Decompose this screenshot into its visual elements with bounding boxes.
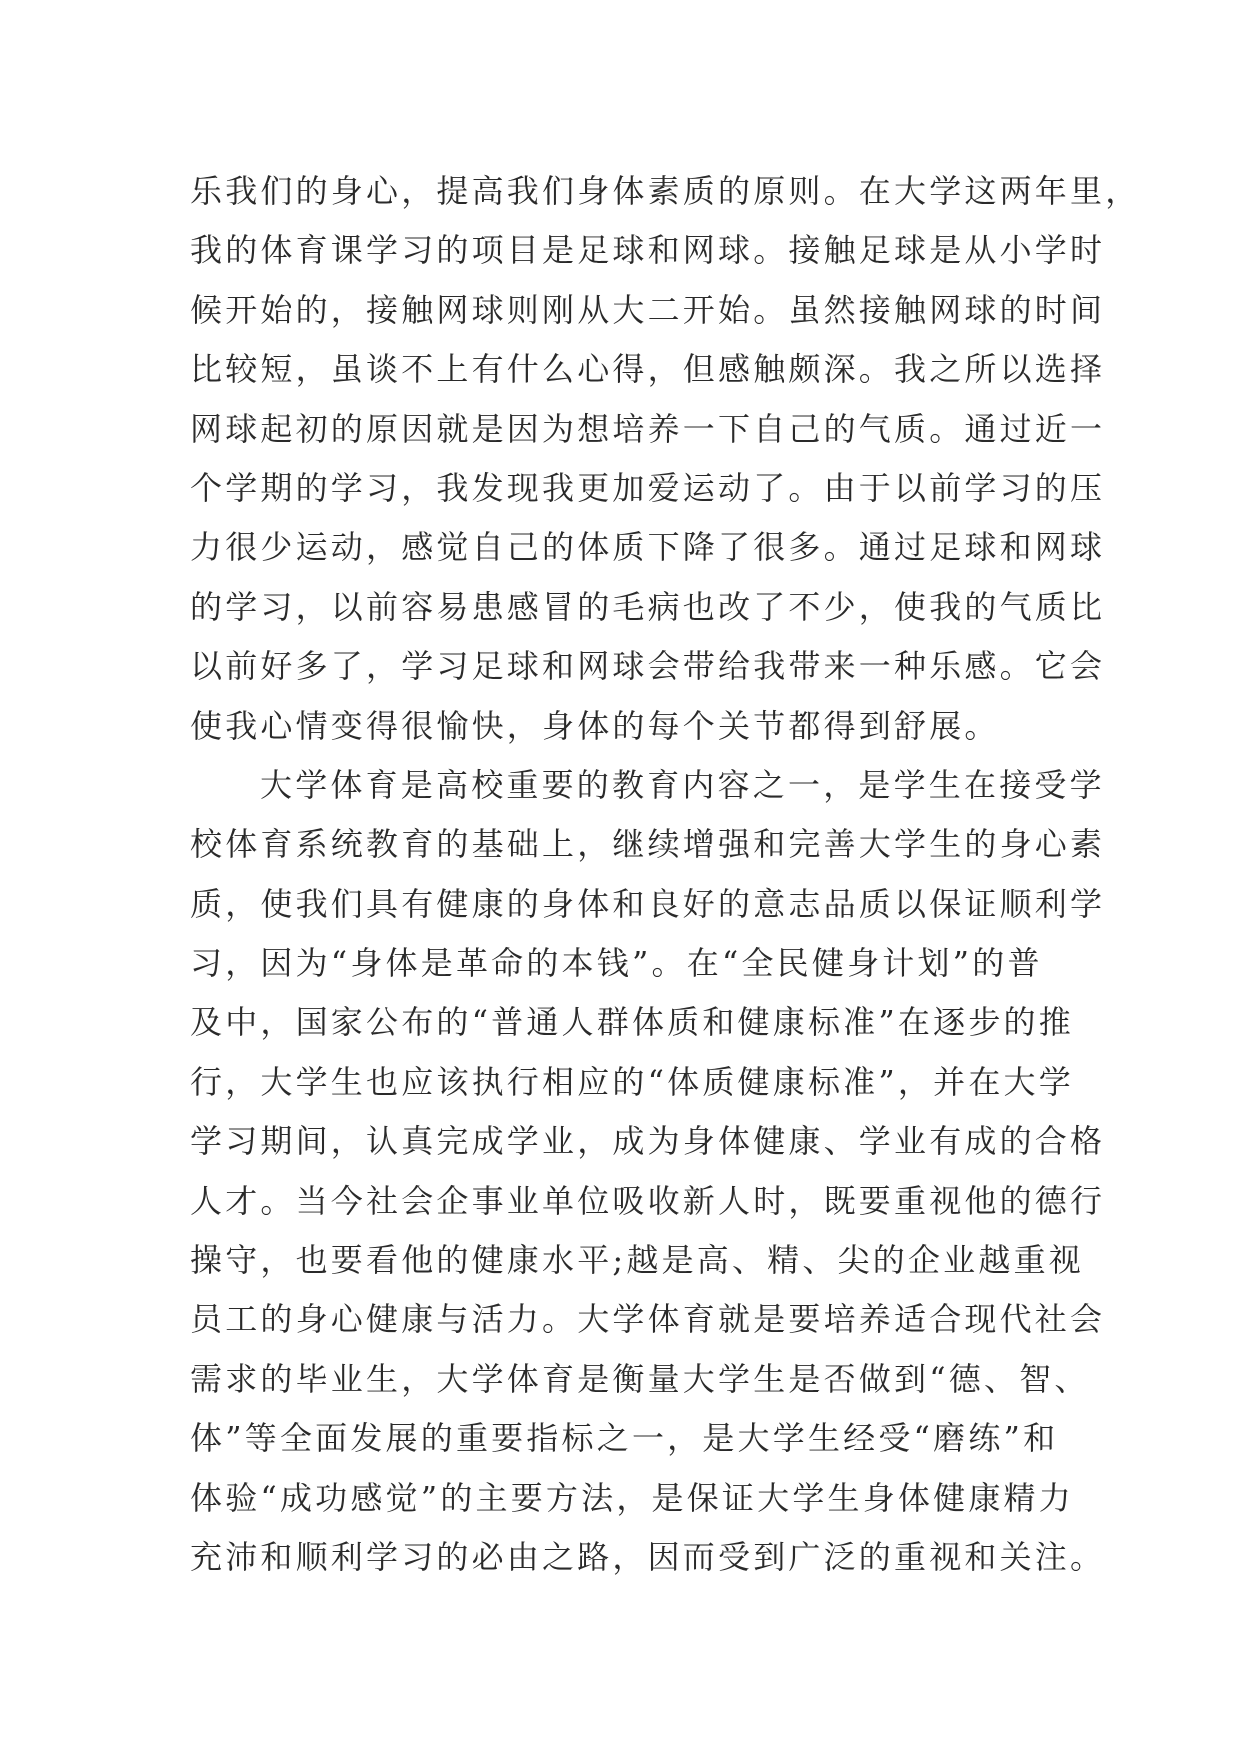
text-line: 习，因为“身体是革命的本钱”。在“全民健身计划”的普 [190, 944, 1043, 983]
text-line: 质，使我们具有健康的身体和良好的意志品质以保证顺利学 [190, 884, 1106, 923]
text-line: 充沛和顺利学习的必由之路，因而受到广泛的重视和关注。 [190, 1537, 1106, 1576]
text-line: 人才。当今社会企事业单位吸收新人时，既要重视他的德行 [190, 1181, 1106, 1220]
text-line: 校体育系统教育的基础上，继续增强和完善大学生的身心素 [190, 825, 1106, 864]
text-line: 比较短，虽谈不上有什么心得，但感触颇深。我之所以选择 [190, 350, 1106, 389]
paragraph-first-line: 大学体育是高校重要的教育内容之一，是学生在接受学 [260, 765, 1105, 804]
text-line: 乐我们的身心，提高我们身体素质的原则。在大学这两年里， [190, 172, 1141, 210]
text-line: 个学期的学习，我发现我更加爱运动了。由于以前学习的压 [190, 468, 1106, 507]
text-line: 我的体育课学习的项目是足球和网球。接触足球是从小学时 [190, 231, 1106, 270]
text-line: 体验“成功感觉”的主要方法，是保证大学生身体健康精力 [190, 1478, 1074, 1517]
text-line: 以前好多了，学习足球和网球会带给我带来一种乐感。它会 [190, 647, 1106, 686]
text-line: 网球起初的原因就是因为想培养一下自己的气质。通过近一 [190, 409, 1106, 448]
text-line: 候开始的，接触网球则刚从大二开始。虽然接触网球的时间 [190, 290, 1106, 329]
text-line: 使我心情变得很愉快，身体的每个关节都得到舒展。 [190, 706, 1000, 745]
text-line: 及中，国家公布的“普通人群体质和健康标准”在逐步的推 [190, 1003, 1074, 1042]
text-line: 操守，也要看他的健康水平;越是高、精、尖的企业越重视 [190, 1241, 1084, 1280]
text-line: 员工的身心健康与活力。大学体育就是要培养适合现代社会 [190, 1300, 1106, 1339]
text-line: 的学习，以前容易患感冒的毛病也改了不少，使我的气质比 [190, 587, 1106, 626]
text-line: 行，大学生也应该执行相应的“体质健康标准”，并在大学 [190, 1062, 1074, 1101]
text-line: 体”等全面发展的重要指标之一，是大学生经受“磨练”和 [190, 1419, 1059, 1458]
text-line: 学习期间，认真完成学业，成为身体健康、学业有成的合格 [190, 1122, 1106, 1161]
body-text [190, 162, 1141, 1587]
text-line: 力很少运动，感觉自己的体质下降了很多。通过足球和网球 [190, 528, 1106, 567]
text-line: 需求的毕业生，大学体育是衡量大学生是否做到“德、智、 [190, 1359, 1090, 1398]
